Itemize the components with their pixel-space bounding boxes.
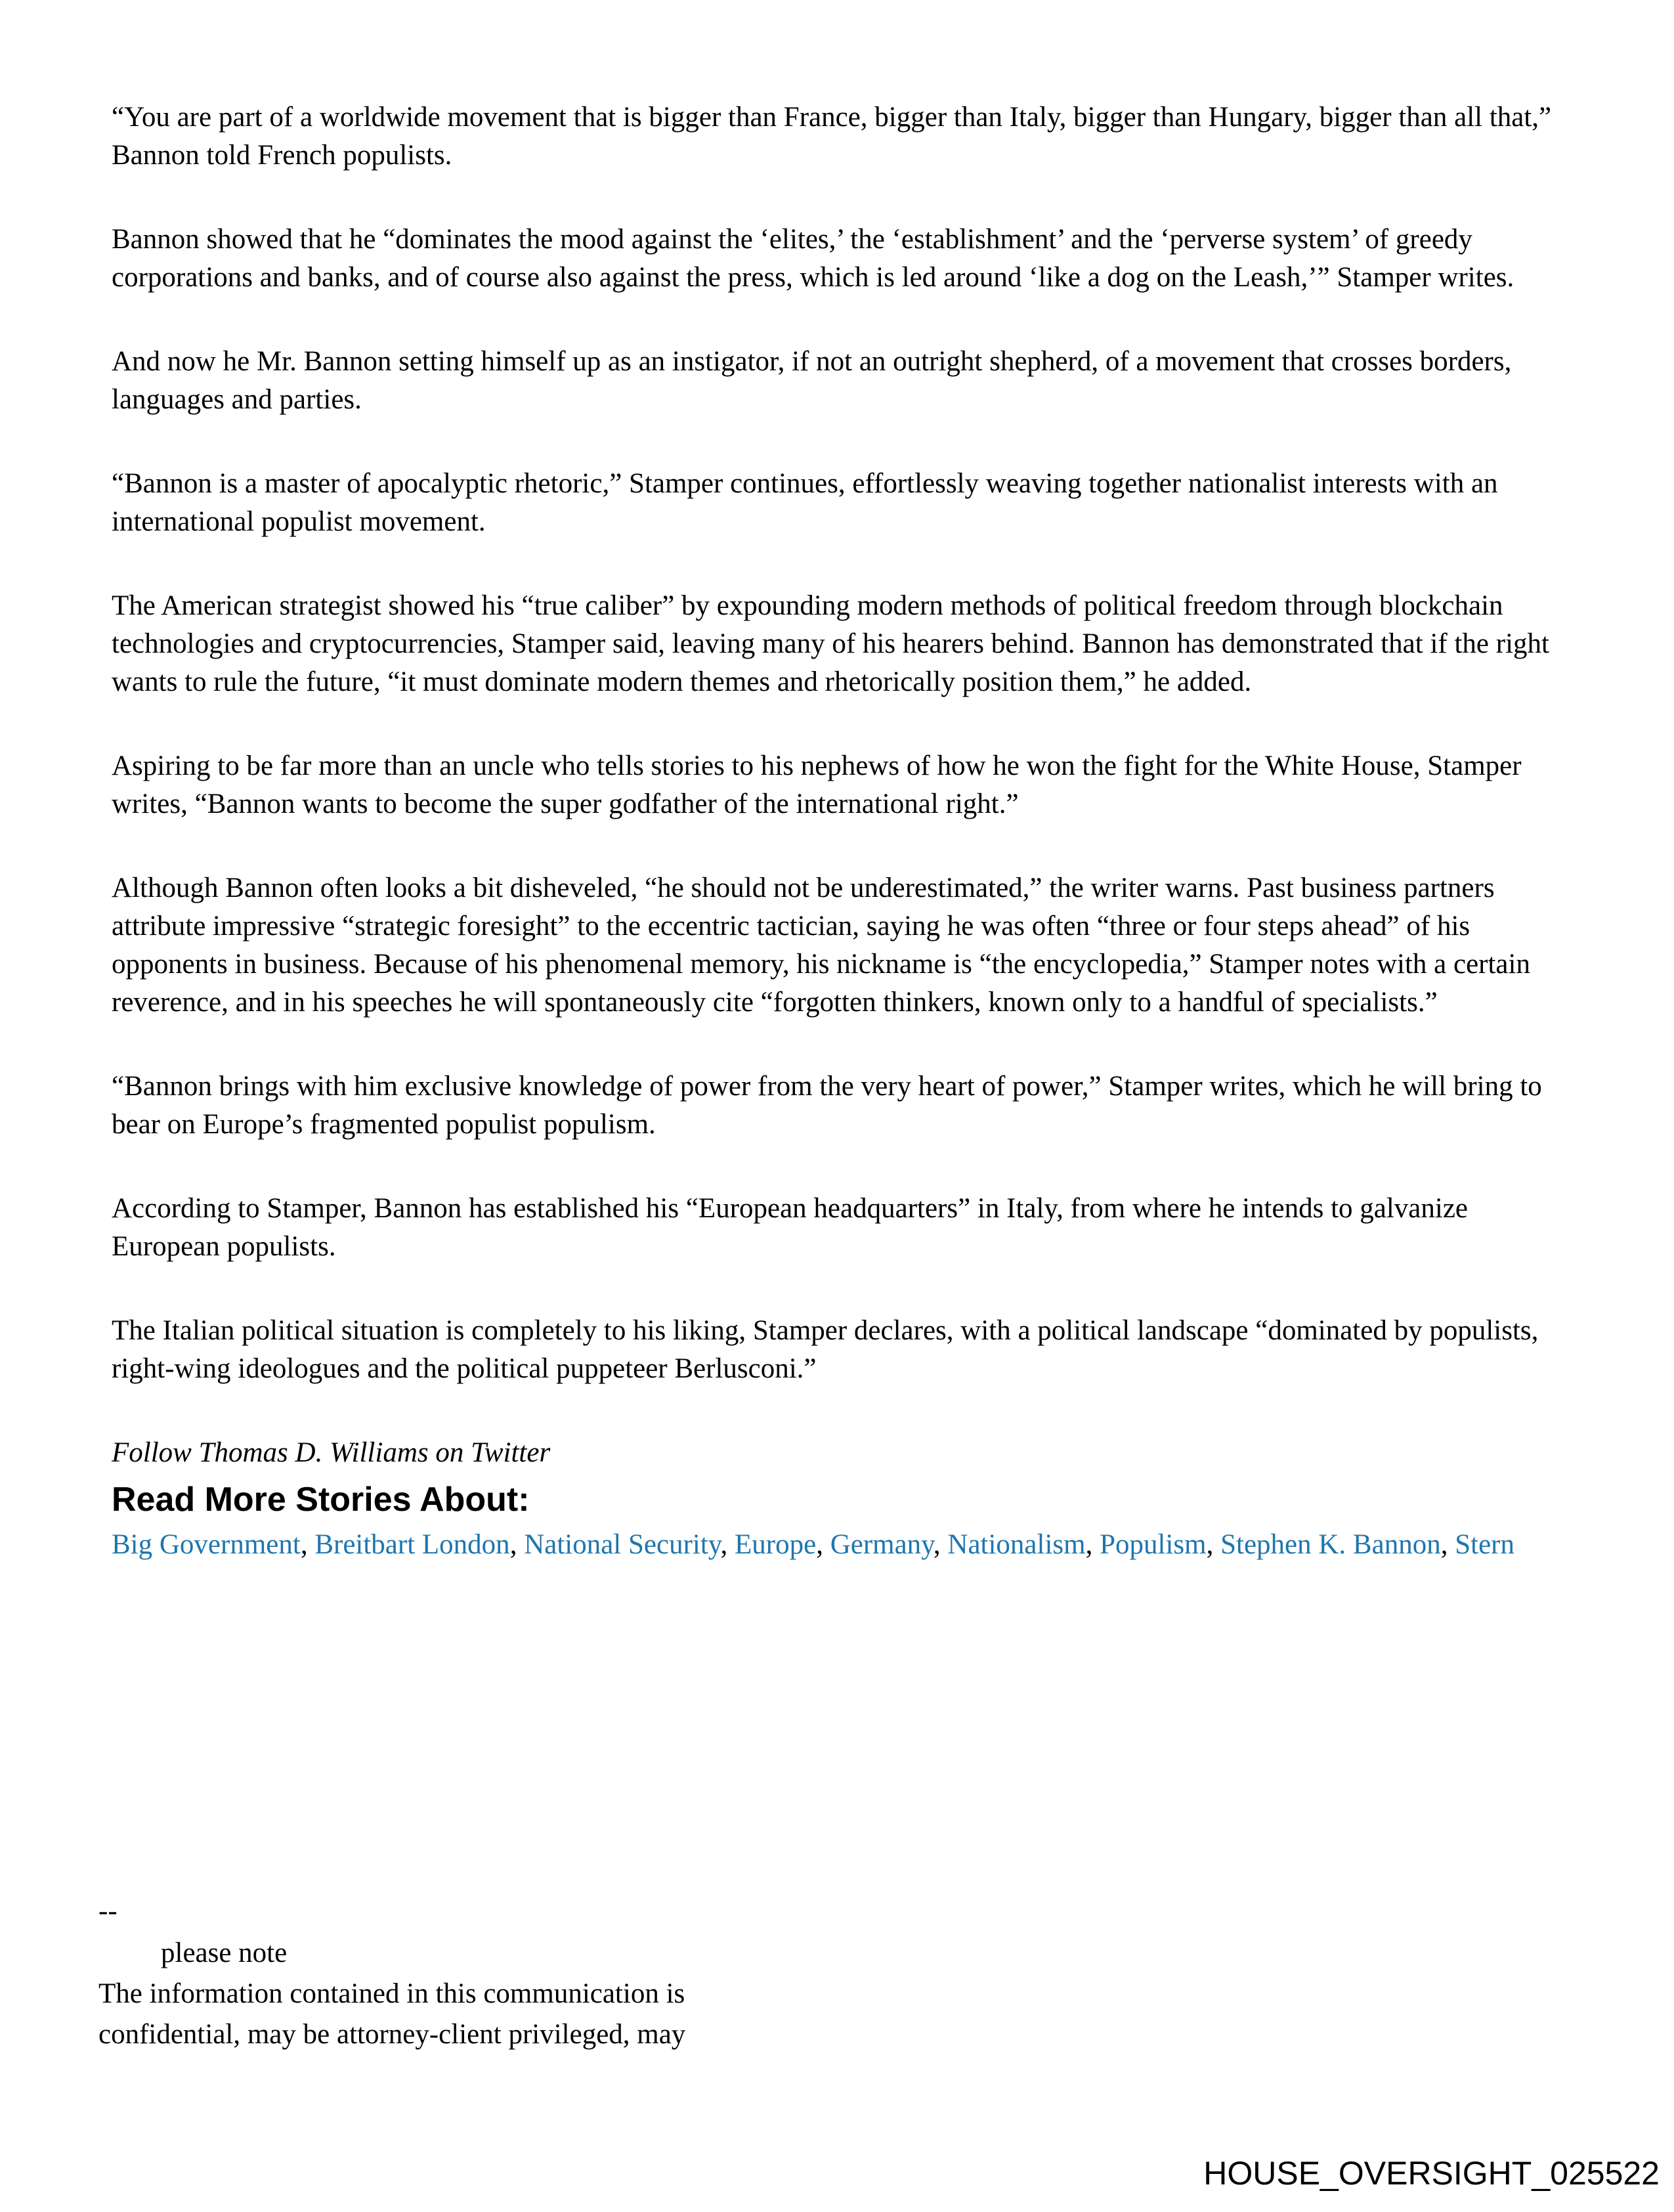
tag-separator: , — [1206, 1529, 1221, 1560]
read-more-heading: Read More Stories About: — [112, 1481, 530, 1519]
tag-link-breitbart-london[interactable]: Breitbart London — [314, 1529, 510, 1560]
tag-separator: , — [300, 1529, 315, 1560]
tag-list — [112, 1526, 1566, 1564]
follow-author-line: Follow Thomas D. Williams on Twitter — [112, 1437, 551, 1468]
tag-link-europe[interactable]: Europe — [735, 1529, 817, 1560]
tag-link-national-security[interactable]: National Security — [524, 1529, 721, 1560]
please-note-label: please note — [161, 1938, 288, 1968]
paragraph: According to Stamper, Bannon has established his “European headquarters” in Italy, from where he intends to galvanize European populists. — [112, 1193, 1468, 1262]
paragraph: The American strategist showed his “true caliber” by expounding modern methods of political freedom through blockchain technologies and cryptocurrencies, Stamper said, leaving many of his hearers behind. Bannon has demonstrated that if the right wants to rule the future, “it must dominate modern themes and rhetorically position them,” he added. — [112, 590, 1549, 697]
tag-link-stephen-k-bannon[interactable]: Stephen K. Bannon — [1220, 1529, 1441, 1560]
paragraph: “You are part of a worldwide movement that is bigger than France, bigger than Italy, bigger than Hungary, bigger than all that,” Bannon told French populists. — [112, 102, 1552, 171]
tag-separator: , — [1440, 1529, 1455, 1560]
tag-separator: , — [1085, 1529, 1100, 1560]
paragraph: Although Bannon often looks a bit disheveled, “he should not be underestimated,” the writer warns. Past business partners attribute impressive “strategic foresight” to the eccentric tactician, saying he was often “three or four steps ahead” of his opponents in business. Because of his phenomenal memory, his nickname is “the encyclopedia,” Stamper notes with a certain reverence, and in his speeches he will spontaneously cite “forgotten thinkers, known only to a handful of specialists.” — [112, 873, 1530, 1018]
bates-number: HOUSE_OVERSIGHT_025522 — [1203, 2155, 1660, 2192]
tag-separator: , — [933, 1529, 948, 1560]
tag-link-stern[interactable]: Stern — [1455, 1529, 1514, 1560]
paragraph: The Italian political situation is completely to his liking, Stamper declares, with a political landscape “dominated by populists, right-wing ideologues and the political puppeteer Berlusconi.” — [112, 1315, 1539, 1384]
disclaimer-line: confidential, may be attorney-client privileged, may — [98, 2019, 686, 2050]
paragraph: And now he Mr. Bannon setting himself up as an instigator, if not an outright shepherd, of a movement that crosses borders, languages and parties. — [112, 346, 1512, 415]
tag-separator: , — [816, 1529, 830, 1560]
email-disclaimer — [98, 1891, 685, 2055]
paragraph: Aspiring to be far more than an uncle who tells stories to his nephews of how he won the fight for the White House, Stamper writes, “Bannon wants to become the super godfather of the international right.” — [112, 750, 1522, 819]
article-body — [112, 98, 1566, 1564]
tag-link-germany[interactable]: Germany — [830, 1529, 934, 1560]
paragraph: Bannon showed that he “dominates the mood against the ‘elites,’ the ‘establishment’ and the ‘perverse system’ of greedy corporations and banks, and of course also against the press, which is led around ‘like a dog on the Leash,’” Stamper writes. — [112, 224, 1514, 293]
tag-separator: , — [509, 1529, 525, 1560]
paragraph: “Bannon brings with him exclusive knowledge of power from the very heart of power,” Stamper writes, which he will bring to bear on Europe’s fragmented populist populism. — [112, 1071, 1542, 1140]
signature-dashes: -- — [98, 1896, 118, 1926]
tag-link-big-government[interactable]: Big Government — [112, 1529, 301, 1560]
tag-link-populism[interactable]: Populism — [1100, 1529, 1207, 1560]
disclaimer-line: The information contained in this communication is — [98, 1978, 685, 2009]
paragraph: “Bannon is a master of apocalyptic rhetoric,” Stamper continues, effortlessly weaving together nationalist interests with an international populist movement. — [112, 468, 1498, 537]
tag-separator: , — [720, 1529, 735, 1560]
tag-link-nationalism[interactable]: Nationalism — [947, 1529, 1086, 1560]
